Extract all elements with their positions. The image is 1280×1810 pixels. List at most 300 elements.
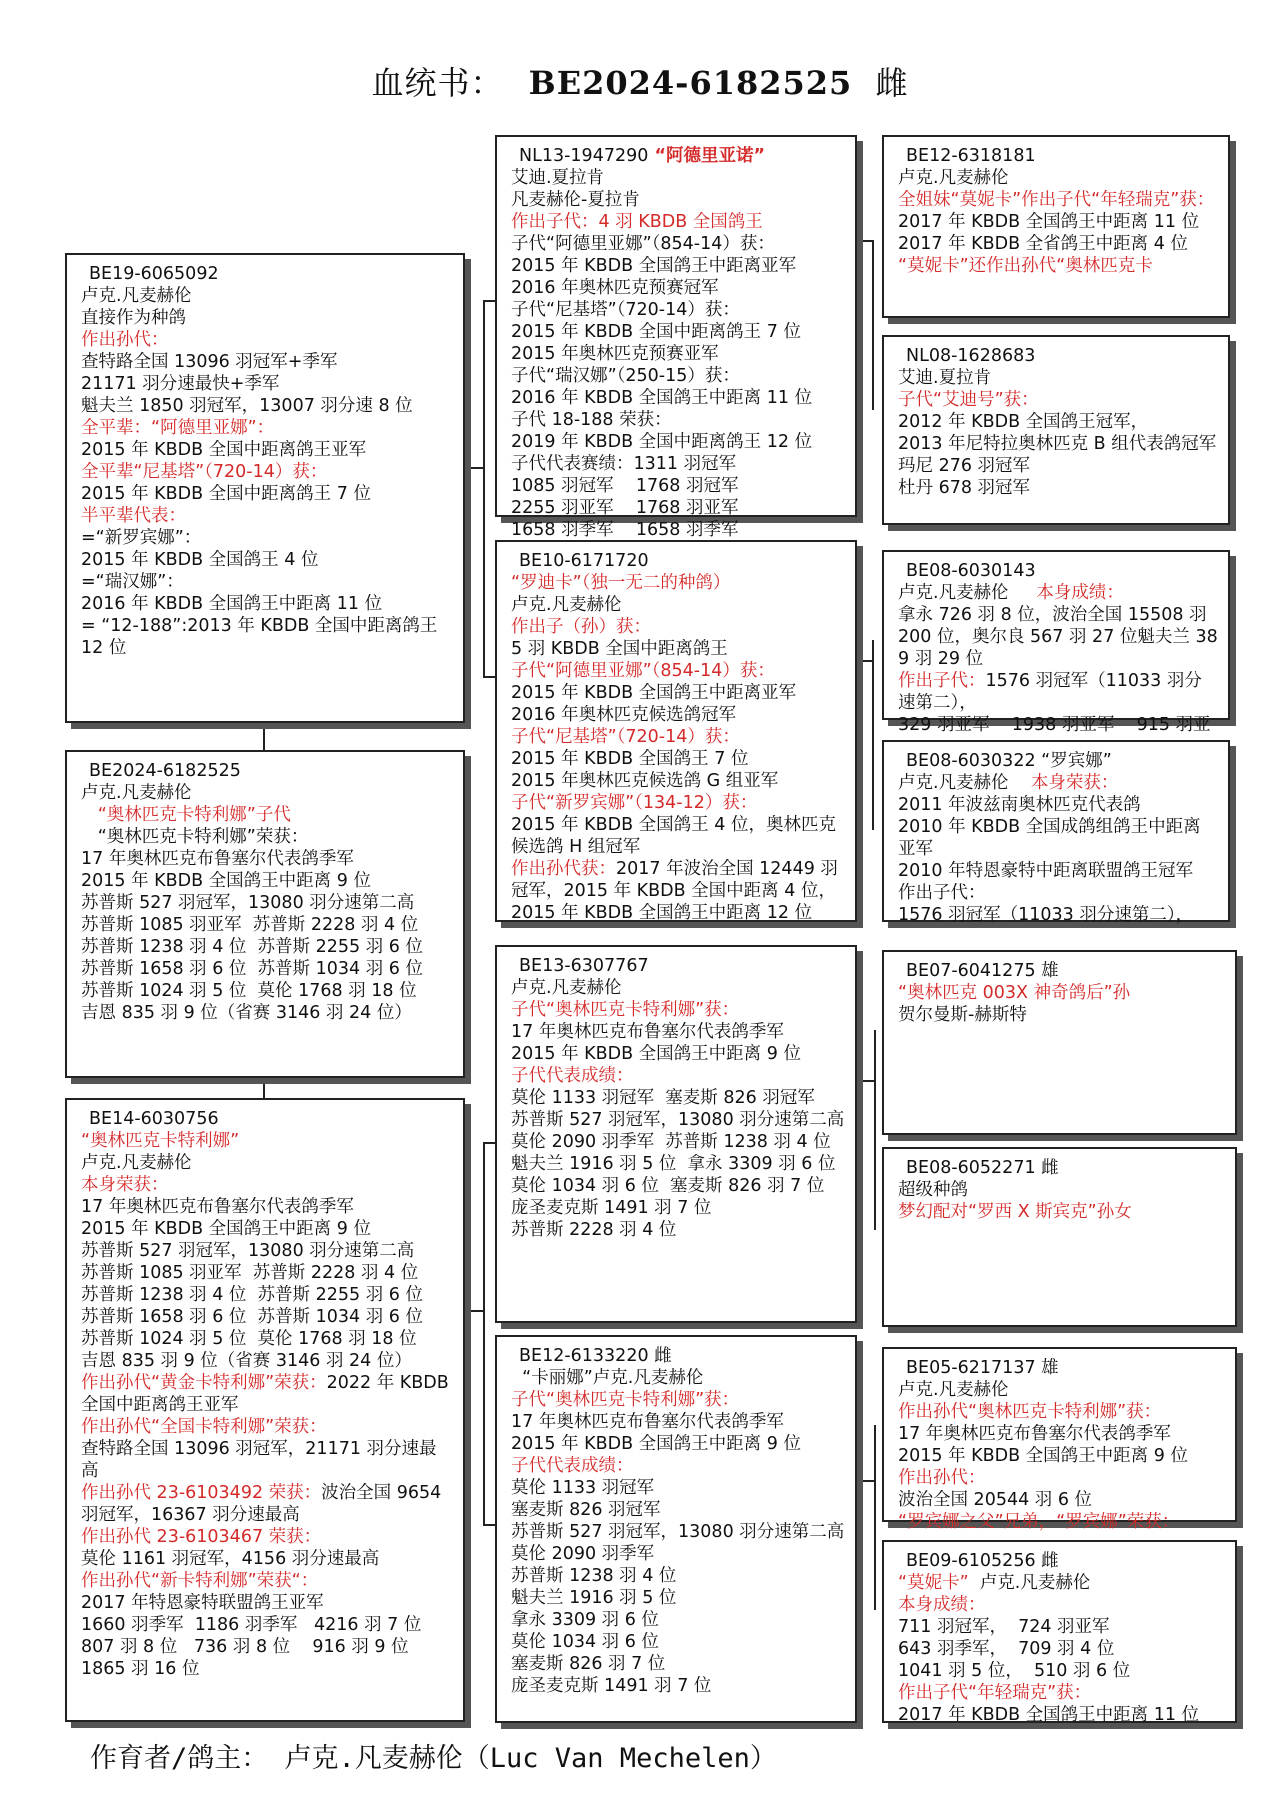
line-text: 2015 年 KBDB 全国鸽王 4 位 <box>81 550 319 570</box>
line-text: 2015 年 KBDB 全国中距离鸽王 7 位 <box>511 322 801 342</box>
line-text: “奥林匹克卡特利娜” <box>81 1131 240 1151</box>
box-text-line <box>898 1704 1225 1726</box>
line-text: 作出孙代“奥林匹克卡特利娜”获： <box>898 1402 1162 1422</box>
line-text: 1658 羽季军 1658 羽季军 <box>511 520 739 540</box>
line-text: 17 年奥林匹克布鲁塞尔代表鸽季军 <box>898 1424 1171 1444</box>
box-text-line <box>81 615 453 659</box>
line-text: 17 年奥林匹克布鲁塞尔代表鸽季军 <box>81 849 354 869</box>
line-text: 莫伦 1034 羽 6 位 <box>511 1632 659 1652</box>
pedigree-box-gen3-5 <box>882 950 1237 1135</box>
line-text: “奥林匹克卡特利娜”子代 <box>81 805 291 825</box>
box-text-line <box>511 999 845 1021</box>
line-text: 子代“奥林匹克卡特利娜”获： <box>511 1390 740 1410</box>
box-text-line <box>511 431 845 453</box>
connector-sire-horizontal <box>465 467 485 469</box>
line-text: 卢克.凡麦赫伦 <box>511 595 622 615</box>
line-text: 作出孙代获： <box>511 859 616 879</box>
line-text: 梦幻配对“罗西 X 斯宾克”孙女 <box>898 1202 1132 1222</box>
line-highlight: 本身荣获： <box>1030 773 1119 793</box>
line-text: 807 羽 8 位 736 羽 8 位 916 羽 9 位 <box>81 1637 409 1657</box>
box-text-line <box>81 936 453 958</box>
ring-number: BE08-6030143 <box>906 561 1036 581</box>
box-lines <box>898 982 1225 1026</box>
line-text: 作出孙代 23-6103492 荣获： <box>81 1483 322 1503</box>
ring-number: BE19-6065092 <box>89 264 219 284</box>
line-text: 子代代表赛绩：1311 羽冠军 <box>511 454 737 474</box>
box-text-line <box>898 1572 1225 1594</box>
line-text: 贺尔曼斯-赫斯特 <box>898 1005 1027 1025</box>
box-text-line <box>511 1455 845 1477</box>
pedigree-box-gen3-8 <box>882 1540 1237 1723</box>
box-text-line <box>898 167 1218 189</box>
line-tail: 卢克.凡麦赫伦 <box>968 1573 1091 1593</box>
box-text-line <box>511 977 845 999</box>
line-text: 本身荣获： <box>81 1175 169 1195</box>
line-text: 子代“瑞汉娜”（250-15）获： <box>511 366 740 386</box>
box-text-line <box>81 1416 453 1438</box>
box-text-line <box>511 1543 845 1565</box>
line-text: 作出孙代“新卡特利娜”荣获“： <box>81 1571 319 1591</box>
line-text: 艾迪.夏拉肯 <box>511 168 605 188</box>
box-text-line <box>81 1548 453 1570</box>
box-text-line <box>81 1002 453 1024</box>
line-text: 庞圣麦克斯 1491 羽 7 位 <box>511 1198 712 1218</box>
box-text-line <box>511 1499 845 1521</box>
pigeon-nickname: “阿德里亚诺” <box>648 146 765 166</box>
box-lines <box>898 1379 1225 1533</box>
line-text: 直接作为种鸽 <box>81 308 186 328</box>
line-text: 2015 年 KBDB 全国鸽王 4 位，奥林匹克候选鸽 H 组冠军 <box>511 815 836 857</box>
line-text: 苏普斯 1238 羽 4 位 <box>511 1566 677 1586</box>
box-text-line <box>81 1306 453 1328</box>
line-text: 子代“阿德里亚娜”（854-14）获： <box>511 661 775 681</box>
box-text-line <box>81 1240 453 1262</box>
box-text-line <box>81 826 453 848</box>
line-text: 2015 年 KBDB 全国中距离鸽王 7 位 <box>81 484 371 504</box>
ring-number: BE09-6105256 雌 <box>906 1551 1059 1571</box>
pedigree-box-sire-dam <box>495 540 857 922</box>
box-text-line <box>511 1043 845 1065</box>
box-text-line <box>81 483 453 505</box>
box-text-line <box>511 1197 845 1219</box>
box-text-line <box>81 1636 453 1658</box>
box-text-line <box>511 1087 845 1109</box>
box-text-line <box>511 572 845 594</box>
connector-dam-to-dd <box>483 1524 495 1526</box>
box-text-line <box>511 704 845 726</box>
line-text: 苏普斯 1238 羽 4 位 苏普斯 2255 羽 6 位 <box>81 937 423 957</box>
box-text-line <box>898 1682 1225 1704</box>
line-text: 苏普斯 527 羽冠军，13080 羽分速第二高 <box>511 1522 845 1542</box>
box-text-line <box>511 1609 845 1631</box>
line-text: 全平辈：“阿德里亚娜”： <box>81 418 275 438</box>
line-text: 子代“尼基塔”（720-14）获： <box>511 727 740 747</box>
box-text-line <box>511 1631 845 1653</box>
title-label: 血统书： <box>371 64 504 102</box>
ring-number <box>519 145 845 167</box>
line-highlight: 本身成绩： <box>1036 583 1124 603</box>
line-text: 魁夫兰 1850 羽冠军，13007 羽分速 8 位 <box>81 396 413 416</box>
box-text-line <box>898 1004 1225 1026</box>
box-text-line <box>81 395 453 417</box>
box-text-line <box>898 714 1218 736</box>
pedigree-box-gen3-4 <box>882 740 1230 925</box>
box-text-line <box>511 770 845 792</box>
line-text: 莫伦 1034 羽 6 位 塞麦斯 826 羽 7 位 <box>511 1176 825 1196</box>
box-lines <box>898 167 1218 277</box>
line-text: “莫妮卡” <box>898 1573 969 1593</box>
box-text-line <box>898 882 1218 904</box>
box-text-line <box>511 858 845 924</box>
connector-ds-bracket-v <box>874 1030 876 1230</box>
line-text: 329 羽亚军 1938 羽亚军 915 羽亚 <box>898 715 1211 735</box>
box-text-line <box>511 814 845 858</box>
line-text: 苏普斯 1085 羽亚军 苏普斯 2228 羽 4 位 <box>81 915 419 935</box>
ring-number-text: NL13-1947290 <box>519 146 649 166</box>
line-text: “罗宾娜之父”兄弟，“罗宾娜”荣获： <box>898 1512 1180 1532</box>
box-lines <box>511 572 845 924</box>
line-text: “莫妮卡”还作出孙代“奥林匹克卡 <box>898 256 1153 276</box>
box-text-line <box>511 1565 845 1587</box>
box-text-line <box>898 367 1218 389</box>
line-text: 塞麦斯 826 羽 7 位 <box>511 1654 666 1674</box>
box-text-line <box>511 682 845 704</box>
line-text: “奥林匹克卡特利娜”荣获： <box>81 827 309 847</box>
pedigree-box-gen3-1 <box>882 135 1230 318</box>
box-text-line <box>81 1570 453 1592</box>
box-text-line <box>898 477 1218 499</box>
line-text: 拿永 3309 羽 6 位 <box>511 1610 659 1630</box>
box-text-line <box>81 958 453 980</box>
box-text-line <box>511 1675 845 1697</box>
box-text-line <box>898 582 1218 604</box>
line-text: 子代 18-188 荣获： <box>511 410 672 430</box>
line-text: 莫伦 1133 羽冠军 <box>511 1478 655 1498</box>
pedigree-box-sire <box>65 253 465 723</box>
line-text: 苏普斯 527 羽冠军，13080 羽分速第二高 <box>81 1241 415 1261</box>
line-text: 吉恩 835 羽 9 位（省赛 3146 羽 24 位） <box>81 1351 412 1371</box>
box-text-line <box>511 1477 845 1499</box>
box-text-line <box>511 167 845 189</box>
line-text: “奥林匹克 003X 神奇鸽后”孙 <box>898 983 1131 1003</box>
box-text-line <box>898 211 1218 233</box>
box-text-line <box>898 904 1218 926</box>
box-text-line <box>81 870 453 892</box>
line-text: 卢克.凡麦赫伦 <box>898 773 1031 793</box>
box-text-line <box>898 433 1218 455</box>
pedigree-box-gen3-7 <box>882 1347 1237 1532</box>
box-text-line <box>511 409 845 431</box>
box-text-line <box>511 1433 845 1455</box>
box-text-line <box>81 1262 453 1284</box>
line-text: 2015 年 KBDB 全国鸽王中距离 9 位 <box>898 1446 1188 1466</box>
box-text-line <box>81 549 453 571</box>
box-lines <box>898 1572 1225 1726</box>
box-text-line <box>898 1616 1225 1638</box>
pedigree-box-gen3-3 <box>882 550 1230 735</box>
line-text: 711 羽冠军， 724 羽亚军 <box>898 1617 1110 1637</box>
line-text: 苏普斯 527 羽冠军，13080 羽分速第二高 <box>81 893 415 913</box>
ring-number: BE08-6052271 雌 <box>906 1158 1059 1178</box>
box-text-line <box>81 1196 453 1218</box>
line-text: 2015 年 KBDB 全国鸽王中距离 9 位 <box>511 1434 801 1454</box>
box-text-line <box>511 1021 845 1043</box>
box-text-line <box>81 1218 453 1240</box>
line-text: 凡麦赫伦-夏拉肯 <box>511 190 640 210</box>
pedigree-box-dam <box>65 1098 465 1722</box>
line-text: 拿永 726 羽 8 位，波治全国 15508 羽 200 位，奥尔良 567 羽 27 位魁夫兰 389 羽 29 位 <box>898 605 1218 669</box>
box-text-line <box>81 285 453 307</box>
box-lines <box>511 977 845 1241</box>
box-text-line <box>81 1174 453 1196</box>
box-text-line <box>898 794 1218 816</box>
line-text: 2017 年 KBDB 全国鸽王中距离 11 位 <box>898 212 1200 232</box>
line-text: 2255 羽亚军 1768 羽亚军 <box>511 498 739 518</box>
box-text-line <box>81 1614 453 1636</box>
breeder-footer: 作育者/鸽主： 卢克.凡麦赫伦（Luc Van Mechelen） <box>90 1743 777 1774</box>
line-text: = “12-188”:2013 年 KBDB 全国中距离鸽王 12 位 <box>81 616 444 658</box>
box-text-line <box>511 1131 845 1153</box>
box-text-line <box>81 804 453 826</box>
line-text: =“瑞汉娜”： <box>81 572 184 592</box>
box-text-line <box>898 411 1218 433</box>
box-text-line <box>898 389 1218 411</box>
box-text-line <box>898 1201 1225 1223</box>
line-text: 庞圣麦克斯 1491 羽 7 位 <box>511 1676 712 1696</box>
box-text-line <box>511 189 845 211</box>
connector-dam-to-ds <box>483 1142 495 1144</box>
line-text: 2017 年 KBDB 全国鸽王中距离 11 位 <box>898 1705 1200 1725</box>
box-text-line <box>81 527 453 549</box>
line-text: 2013 年尼特拉奥林匹克 B 组代表鸽冠军 <box>898 434 1217 454</box>
box-lines <box>898 582 1218 736</box>
line-text: 苏普斯 527 羽冠军，13080 羽分速第二高 <box>511 1110 845 1130</box>
box-text-line <box>511 1367 845 1389</box>
line-text: 643 羽季军， 709 羽 4 位 <box>898 1639 1115 1659</box>
ring-number: BE13-6307767 <box>519 956 649 976</box>
line-text: 半平辈代表： <box>81 506 186 526</box>
box-text-line <box>81 593 453 615</box>
line-text: 子代代表成绩： <box>511 1066 634 1086</box>
line-text: 子代“艾迪号”获： <box>898 390 1039 410</box>
line-text: 2016 年 KBDB 全国鸽王中距离 11 位 <box>511 388 813 408</box>
box-text-line <box>511 616 845 638</box>
box-text-line <box>898 233 1218 255</box>
line-text: 作出子（孙）获： <box>511 617 651 637</box>
line-text: 全平辈“尼基塔”（720-14）获： <box>81 462 328 482</box>
line-text: 本身成绩： <box>898 1595 986 1615</box>
box-text-line <box>81 848 453 870</box>
ring-number: BE07-6041275 雄 <box>906 961 1059 981</box>
line-text: 作出子代：4 羽 KBDB 全国鸽王 <box>511 212 763 232</box>
line-text: 2015 年 KBDB 全国中距离鸽王亚军 <box>81 440 367 460</box>
box-text-line <box>81 1152 453 1174</box>
box-text-line <box>898 670 1218 714</box>
box-text-line <box>511 1411 845 1433</box>
line-text: 超级种鸽 <box>898 1180 968 1200</box>
box-text-line <box>81 1328 453 1350</box>
box-text-line <box>81 329 453 351</box>
line-text: 苏普斯 1658 羽 6 位 苏普斯 1034 羽 6 位 <box>81 1307 423 1327</box>
line-text: 2015 年 KBDB 全国鸽王中距离亚军 <box>511 256 797 276</box>
connector-sd-bracket-v <box>872 640 874 830</box>
line-text: 莫伦 2090 羽季军 苏普斯 1238 羽 4 位 <box>511 1132 831 1152</box>
box-text-line <box>511 1653 845 1675</box>
line-text: “罗迪卡”（独一无二的种鸽） <box>511 573 731 593</box>
line-text: 21171 羽分速最快+季军 <box>81 374 280 394</box>
line-text: 2017 年特恩豪特联盟鸽王亚军 <box>81 1593 324 1613</box>
box-lines <box>511 1367 845 1697</box>
line-text: 17 年奥林匹克布鲁塞尔代表鸽季军 <box>511 1022 784 1042</box>
box-text-line <box>511 1065 845 1087</box>
line-text: 作出孙代“全国卡特利娜”荣获： <box>81 1417 327 1437</box>
line-text: 莫伦 2090 羽季军 <box>511 1544 655 1564</box>
line-text: 魁夫兰 1916 羽 5 位 <box>511 1588 677 1608</box>
line-text: 卢克.凡麦赫伦 <box>511 978 622 998</box>
line-text: 5 羽 KBDB 全国中距离鸽王 <box>511 639 728 659</box>
line-text: 卢克.凡麦赫伦 <box>898 583 1037 603</box>
box-text-line <box>898 982 1225 1004</box>
box-text-line <box>898 1401 1225 1423</box>
box-text-line <box>81 417 453 439</box>
line-text: “卡丽娜”卢克.凡麦赫伦 <box>511 1368 704 1388</box>
line-text: 2010 年特恩豪特中距离联盟鸽王冠军 <box>898 861 1194 881</box>
ring-number: BE12-6318181 <box>906 146 1036 166</box>
box-text-line <box>511 1389 845 1411</box>
line-text: 2015 年 KBDB 全国鸽王中距离 9 位 <box>81 871 371 891</box>
box-text-line <box>81 351 453 373</box>
line-text: 查特路全国 13096 羽冠军+季军 <box>81 352 338 372</box>
line-text: 2015 年奥林匹克预赛亚军 <box>511 344 719 364</box>
box-text-line <box>511 594 845 616</box>
box-text-line <box>511 638 845 660</box>
line-tail: 1576 羽冠军（11033 羽分速第二）， <box>898 671 1202 713</box>
line-text: 17 年奥林匹克布鲁塞尔代表鸽季军 <box>81 1197 354 1217</box>
line-text: 苏普斯 1024 羽 5 位 莫伦 1768 羽 18 位 <box>81 1329 417 1349</box>
line-text: 卢克.凡麦赫伦 <box>81 1153 192 1173</box>
box-text-line <box>511 321 845 343</box>
box-text-line <box>81 307 453 329</box>
box-lines <box>898 367 1218 499</box>
line-text: 2016 年 KBDB 全国鸽王中距离 11 位 <box>81 594 383 614</box>
line-text: 子代“奥林匹克卡特利娜”获： <box>511 1000 740 1020</box>
line-text: 作出孙代： <box>81 330 169 350</box>
box-text-line <box>898 604 1218 670</box>
box-text-line <box>81 571 453 593</box>
line-text: 作出子代： <box>898 883 986 903</box>
box-text-line <box>81 1130 453 1152</box>
box-lines <box>81 1130 453 1680</box>
box-text-line <box>81 439 453 461</box>
line-text: 艾迪.夏拉肯 <box>898 368 992 388</box>
box-text-line <box>81 782 453 804</box>
box-text-line <box>511 1153 845 1175</box>
box-text-line <box>898 189 1218 211</box>
box-text-line <box>511 1521 845 1543</box>
box-text-line <box>81 1372 453 1416</box>
line-text: 1660 羽季军 1186 羽季军 4216 羽 7 位 <box>81 1615 422 1635</box>
box-text-line <box>511 387 845 409</box>
line-text: 吉恩 835 羽 9 位（省赛 3146 羽 24 位） <box>81 1003 412 1023</box>
box-text-line <box>511 1175 845 1197</box>
pedigree-box-dam-sire <box>495 945 857 1323</box>
line-tail: 波治全国 9654 羽冠军，16367 羽分速最高 <box>81 1483 447 1525</box>
line-text: 1865 羽 16 位 <box>81 1659 200 1679</box>
line-text: 塞麦斯 826 羽冠军 <box>511 1500 661 1520</box>
line-text: 子代“阿德里亚娜”（854-14）获： <box>511 234 775 254</box>
box-text-line <box>898 1445 1225 1467</box>
line-text: 2012 年 KBDB 全国鸽王冠军， <box>898 412 1149 432</box>
line-text: 作出子代： <box>898 671 986 691</box>
line-text: 卢克.凡麦赫伦 <box>898 1380 1009 1400</box>
connector-dam-horizontal <box>465 1310 485 1312</box>
pedigree-box-sire-sire <box>495 135 857 540</box>
line-text: 卢克.凡麦赫伦 <box>81 286 192 306</box>
line-text: 1085 羽冠军 1768 羽冠军 <box>511 476 739 496</box>
box-text-line <box>511 299 845 321</box>
ring-number: BE14-6030756 <box>89 1109 219 1129</box>
box-text-line <box>81 1526 453 1548</box>
line-text: 卢克.凡麦赫伦 <box>898 168 1009 188</box>
box-text-line <box>898 816 1218 860</box>
box-text-line <box>898 772 1218 794</box>
box-text-line <box>898 860 1218 882</box>
ring-number: BE05-6217137 雄 <box>906 1358 1059 1378</box>
box-text-line <box>511 748 845 770</box>
box-text-line <box>81 1284 453 1306</box>
line-text: 2015 年奥林匹克候选鸽 G 组亚军 <box>511 771 779 791</box>
box-text-line <box>898 1489 1225 1511</box>
box-text-line <box>81 461 453 483</box>
line-text: 苏普斯 1024 羽 5 位 莫伦 1768 羽 18 位 <box>81 981 417 1001</box>
connector-dd-bracket-v <box>874 1425 876 1610</box>
box-text-line <box>898 1594 1225 1616</box>
line-text: 苏普斯 1658 羽 6 位 苏普斯 1034 羽 6 位 <box>81 959 423 979</box>
box-text-line <box>81 1438 453 1482</box>
line-text: 2019 年 KBDB 全国中距离鸽王 12 位 <box>511 432 813 452</box>
pedigree-box-gen3-6 <box>882 1147 1237 1327</box>
box-text-line <box>81 505 453 527</box>
box-lines <box>898 1179 1225 1223</box>
line-text: 苏普斯 1238 羽 4 位 苏普斯 2255 羽 6 位 <box>81 1285 423 1305</box>
ring-number: NL08-1628683 <box>906 346 1036 366</box>
box-text-line <box>898 455 1218 477</box>
line-text: 莫伦 1133 羽冠军 塞麦斯 826 羽冠军 <box>511 1088 815 1108</box>
line-text: 1576 羽冠军（11033 羽分速第二）， <box>898 905 1194 925</box>
box-text-line <box>511 277 845 299</box>
line-text: 查特路全国 13096 羽冠军，21171 羽分速最高 <box>81 1439 437 1481</box>
box-text-line <box>511 365 845 387</box>
box-text-line <box>511 1587 845 1609</box>
line-text: 魁夫兰 1916 羽 5 位 拿永 3309 羽 6 位 <box>511 1154 836 1174</box>
line-text: 作出孙代 23-6103467 荣获： <box>81 1527 322 1547</box>
line-text: 17 年奥林匹克布鲁塞尔代表鸽季军 <box>511 1412 784 1432</box>
pedigree-box-gen3-2 <box>882 335 1230 525</box>
connector-sire-to-ss <box>483 300 495 302</box>
ring-number: BE10-6171720 <box>519 551 649 571</box>
box-text-line <box>511 211 845 233</box>
box-text-line <box>511 660 845 682</box>
title-pigeon-id: BE2024-6182525 <box>528 64 853 102</box>
line-text: 苏普斯 1085 羽亚军 苏普斯 2228 羽 4 位 <box>81 1263 419 1283</box>
line-text: 2011 年波兹南奥林匹克代表鸽 <box>898 795 1141 815</box>
box-text-line <box>898 1467 1225 1489</box>
line-text: 子代“尼基塔”（720-14）获： <box>511 300 740 320</box>
line-tail: 2017 年波治全国 12449 羽冠军，2015 年 KBDB 全国中距离 4 位，2015 年 KBDB 全国鸽王中距离 12 位 <box>511 859 838 923</box>
line-text: =“新罗宾娜”： <box>81 528 202 548</box>
line-text: 波治全国 20544 羽 6 位 <box>898 1490 1093 1510</box>
connector-ss-bracket-v <box>872 240 874 410</box>
